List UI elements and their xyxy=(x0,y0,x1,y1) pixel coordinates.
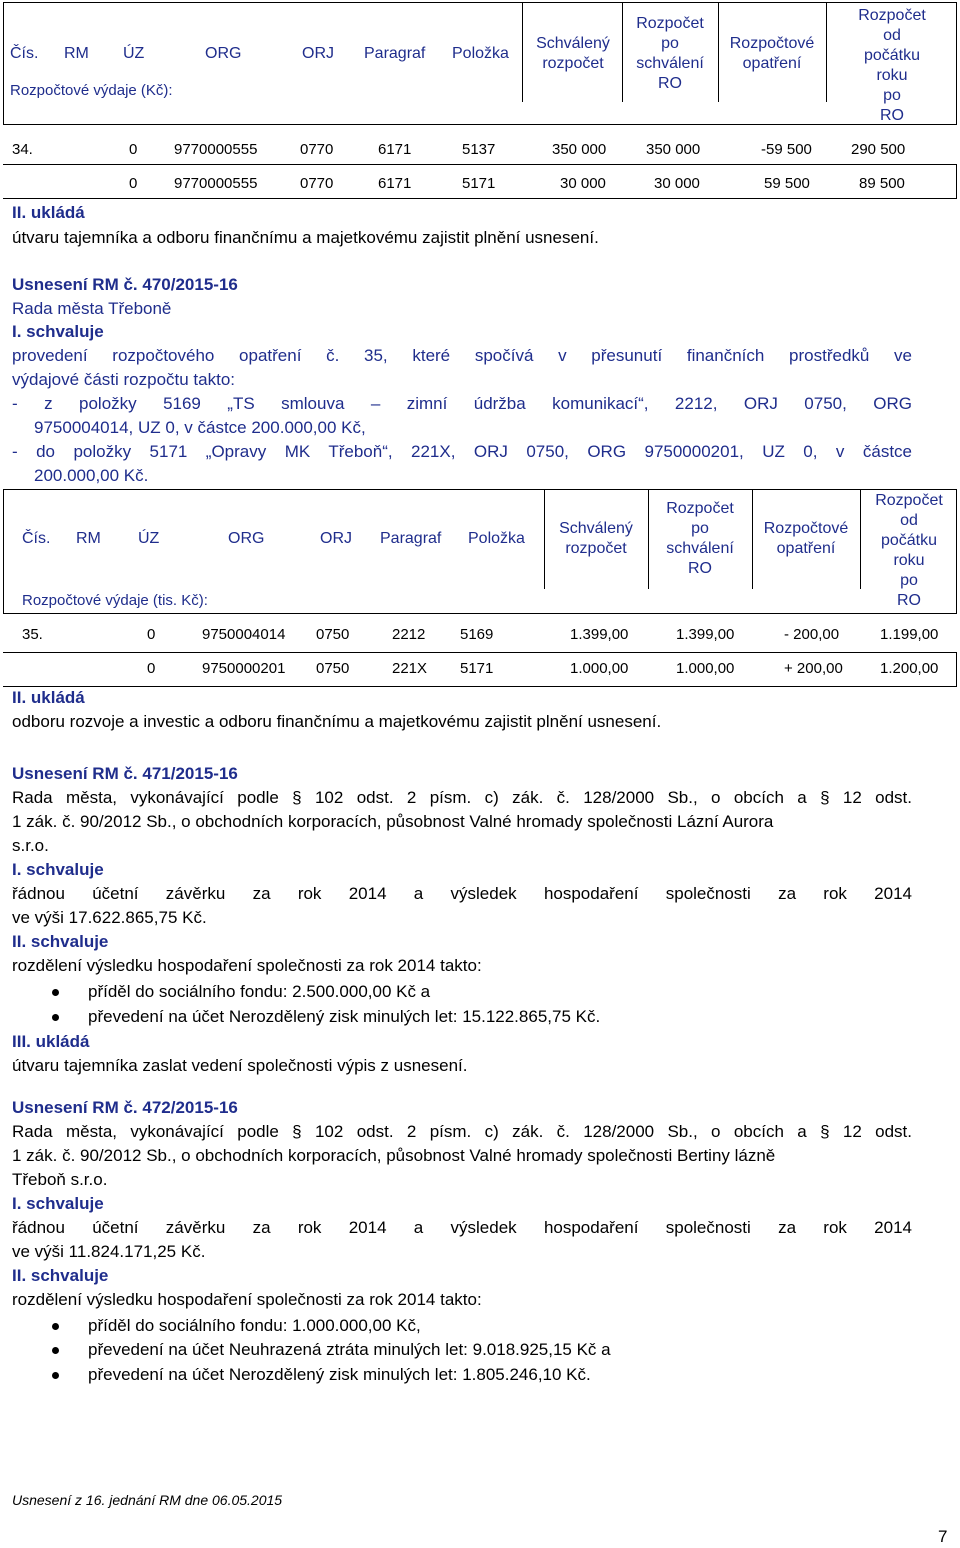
col-header-cis: Čís. xyxy=(22,530,51,547)
ukl-text: útvaru tajemníka a odboru finančnímu a majetkovému zajistit plnění usnesení. xyxy=(12,228,599,247)
paragraph-line: řádnou účetní závěrku za rok 2014 a výsledek hospodaření společnosti za rok 2014 xyxy=(12,1218,912,1237)
list-item: příděl do sociálního fondu: 1.000.000,00 Kč, xyxy=(88,1316,421,1335)
paragraph-line: výdajové části rozpočtu takto: xyxy=(12,370,236,389)
list-item: převedení na účet Neuhrazená ztráta minulých let: 9.018.925,15 Kč a xyxy=(88,1340,611,1359)
list-item: převedení na účet Nerozdělený zisk minulých let: 15.122.865,75 Kč. xyxy=(88,1007,601,1026)
bullet-icon xyxy=(52,989,59,996)
paragraph-line: 1 zák. č. 90/2012 Sb., o obchodních korporacích, působnost Valné hromady společnosti Bertiny lázně xyxy=(12,1146,776,1165)
bullet-icon xyxy=(52,1014,59,1021)
paragraph-line: provedení rozpočtového opatření č. 35, které spočívá v přesunutí finančních prostředků ve xyxy=(12,346,912,365)
col-header-od-pocatku: Rozpočet od počátku roku po RO xyxy=(875,492,943,609)
paragraph-line: ve výši 17.622.865,75 Kč. xyxy=(12,908,207,927)
bullet-icon xyxy=(52,1347,59,1354)
col-header-cis: Čís. xyxy=(10,45,39,62)
paragraph-line: řádnou účetní závěrku za rok 2014 a výsledek hospodaření společnosti za rok 2014 xyxy=(12,884,912,903)
ukl-heading: II. ukládá xyxy=(12,203,85,222)
i-heading: I. schvaluje xyxy=(12,1194,104,1213)
paragraph-line: Rada města, vykonávající podle § 102 odst. 2 písm. c) zák. č. 128/2000 Sb., o obcích a § 12 odst. xyxy=(12,1122,912,1141)
paragraph-line: rozdělení výsledku hospodaření společnosti za rok 2014 takto: xyxy=(12,1290,482,1309)
col-header-opatreni: Rozpočtové opatření xyxy=(763,520,849,557)
col-header-schvaleny: Schválený rozpočet xyxy=(559,520,633,557)
col-header-rm: RM xyxy=(64,45,89,62)
paragraph-line: - z položky 5169 „TS smlouva – zimní údržba komunikací“, 2212, ORJ 0750, ORG xyxy=(12,394,912,413)
paragraph-line: Třeboň s.r.o. xyxy=(12,1170,108,1189)
resolution-title: Usnesení RM č. 471/2015-16 xyxy=(12,764,238,783)
ii-heading: II. schvaluje xyxy=(12,1266,109,1285)
paragraph-line: 1 zák. č. 90/2012 Sb., o obchodních korporacích, působnost Valné hromady společnosti Lázní Aurora xyxy=(12,812,774,831)
table-caption: Rozpočtové výdaje (tis. Kč): xyxy=(22,592,208,609)
paragraph-line: 9750004014, UZ 0, v částce 200.000,00 Kč, xyxy=(34,418,366,437)
col-header-po-schvaleni: Rozpočet po schválení RO xyxy=(666,500,734,577)
list-item: příděl do sociálního fondu: 2.500.000,00 Kč a xyxy=(88,982,431,1001)
col-header-polozka: Položka xyxy=(468,530,525,547)
page-number: 7 xyxy=(938,1527,948,1546)
col-header-od-pocatku: Rozpočet od počátku roku po RO xyxy=(858,7,926,124)
col-header-uz: ÚZ xyxy=(138,530,160,547)
list-item: převedení na účet Nerozdělený zisk minulých let: 1.805.246,10 Kč. xyxy=(88,1365,591,1384)
col-header-schvaleny: Schválený rozpočet xyxy=(536,35,610,72)
resolution-title: Usnesení RM č. 472/2015-16 xyxy=(12,1098,238,1117)
col-header-paragraf: Paragraf xyxy=(380,530,442,547)
ukl-heading: II. ukládá xyxy=(12,688,85,707)
paragraph-line: Rada města, vykonávající podle § 102 odst. 2 písm. c) zák. č. 128/2000 Sb., o obcích a § 12 odst. xyxy=(12,788,912,807)
col-header-uz: ÚZ xyxy=(123,45,145,62)
col-header-orj: ORJ xyxy=(302,45,334,62)
col-header-org: ORG xyxy=(205,45,242,62)
ukl-text: odboru rozvoje a investic a odboru finančnímu a majetkovému zajistit plnění usnesení. xyxy=(12,712,662,731)
body-name: Rada města Třeboně xyxy=(12,299,172,318)
bullet-icon xyxy=(52,1372,59,1379)
footer-text: Usnesení z 16. jednání RM dne 06.05.2015 xyxy=(12,1492,283,1508)
ii-heading: II. schvaluje xyxy=(12,932,109,951)
paragraph-line: - do položky 5171 „Opravy MK Třeboň“, 221X, ORJ 0750, ORG 9750000201, UZ 0, v částce xyxy=(12,442,912,461)
paragraph-line: 200.000,00 Kč. xyxy=(34,466,149,485)
col-header-opatreni: Rozpočtové opatření xyxy=(729,35,815,72)
col-header-paragraf: Paragraf xyxy=(364,45,426,62)
col-header-polozka: Položka xyxy=(452,45,509,62)
paragraph-line: ve výši 11.824.171,25 Kč. xyxy=(12,1242,206,1261)
col-header-org: ORG xyxy=(228,530,265,547)
paragraph-line: rozdělení výsledku hospodaření společnosti za rok 2014 takto: xyxy=(12,956,482,975)
paragraph-line: útvaru tajemníka zaslat vedení společnosti výpis z usnesení. xyxy=(12,1056,468,1075)
resolution-title: Usnesení RM č. 470/2015-16 xyxy=(12,275,238,294)
col-header-po-schvaleni: Rozpočet po schválení RO xyxy=(636,15,704,92)
iii-heading: III. ukládá xyxy=(12,1032,90,1051)
col-header-rm: RM xyxy=(76,530,101,547)
paragraph-line: s.r.o. xyxy=(12,836,49,855)
bullet-icon xyxy=(52,1323,59,1330)
i-heading: I. schvaluje xyxy=(12,322,104,341)
col-header-orj: ORJ xyxy=(320,530,352,547)
i-heading: I. schvaluje xyxy=(12,860,104,879)
table-caption: Rozpočtové výdaje (Kč): xyxy=(10,82,173,99)
